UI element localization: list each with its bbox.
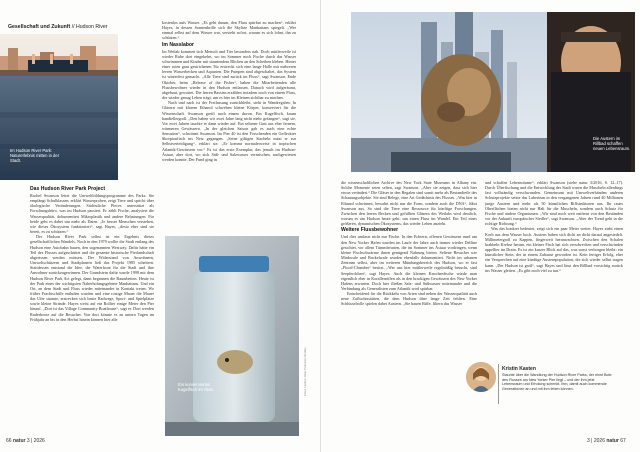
paragraph: Im Wetlab kommen sich Mensch und Tier besonders nah. Doch mittlerweile ist wieder Ruhe dort eingekehrt, wo im Sommer noch Fische durch das Wasser schwimmen und Kinder mit staunendem Blicken an den Scheiben kleben. Hinter einer roten grau gestrichenen Tür erstreckt sich eine lange Halle mit mehreren leeren Wasserbecken und Aquarien. Die Pumpen sind abgeschaltet, das System ist winterfest gemacht. „Alle Tiere sind zurück im Fluss“, sagt Swanson. Ende Oktober, beim „Release of the Fishes“, haben die Mitarbeitenden alle Flussbewohner wieder in den Hudson entlassen. Danach wird aufgeräumt, abgebaut, gewartet. Die leeren Bassins erzählen trotzdem noch von einem Fluss, der wieder genug Leben trägt, um es hier im Kleinen sichtbar zu machen. (162, 48, 296, 101)
paragraph: kostenlos aufs Wasser. „Es geht darum, den Fluss spürbar zu machen“, erklärt Hayes, in dessen Sonnenbrille sich die Skyline Manhattans spiegelt. „Wer einmal selbst auf dem Wasser war, versteht sofort, warum es sich lohnt, ihn zu schützen.“ (162, 20, 296, 41)
oyster-photo-caption: Die Austern im Rillbad schaffen neuen Lebensraum. (593, 136, 631, 151)
author-name: Kristin Kasten (502, 366, 536, 372)
paragraph: die wissenschaftlichen Archive des New York State Museums in Albany ein. Solche Momente seien selten, sagt Swanson. „Aber sie zeigen, dass sich hier etwas verändert.“ Die Gläser in den Regalen sind somit mehr als Bestandteile des Schauungsobjekte. Sie sind Belege, eine Art Gedächtnis des Flusses. „Was hier in Ethanol schwimmt, bewahrt nicht nur die Form, sondern auch die DNA“, führt Swanson aus. So sind die Tiere eine Ressource für künftige Forschungen. Zwischen den leeren Becken und gefüllten Gläsern des Wetlabs wird deutlich, worum es am Hudson heute geht: um einen Fluss im Wandel. Ein Teil eines größeren, dynamischen Ökosystems, das wieder Leben anzieht. (341, 180, 477, 227)
author-box (464, 358, 624, 418)
paragraph: Der Hudson River Park selbst ist ein Ergebnis dieses gesellschaftlichen Wandels. Noch in den 1970 wollte die Stadt entlang des Hudson eine Autobahn bauen, den sogenannten Westway. Dafür hätte ein Teil des Flusses aufgeschüttet und die gesamte historische Pierlandschaft abgerissen werden müssen. Der Widerstand von Anwohnern, Umweltschützern und Stadtplanern ließ das Projekt 1985 scheitern. Stattdessen entstand die Idee, die Waterfront für die Stadt und ihre Anwohner zurückzugewinnen. Der Grundstein dafür wurde 1998 mit dem Hudson River Park Act gelegt, dann begannen die Bauarbeiten. Heute ist der Park eines der wichtigsten Naherholungsgebiete Manhattans. Und ein Ort, an dem Stadt und Fluss wieder miteinander in Kontakt treten. Wo früher Frachtschiffe entluden wurden und eine rostige Mauer die Mauer das Ufer säumte, erstrecken sich heute Radwege, Sport- und Spielplätze sowie kleine Strände. Hayes weist auf ein Rollter einige Meter den Pier hinauf. „Dort ist das Village Community Boathouse“, sagt er. Dort werden Ruderboote auf die Besucher. Von dort könnte es zu untern Tagen im Frühjahr an bis in den Herbst hinein können hier alle (30, 234, 154, 322)
author-bio: Staunte über die Wandlung der Hudson River Parks, der einst Bote des Flusses am New Yorker Pier liegt – und der ihm jetzt Lebensraum und Erholung schenkt. Ihm, damit auch kommende Generationen an und mit ihm leben können. (502, 373, 612, 391)
right-column-2 (485, 180, 623, 358)
author-portrait (466, 362, 496, 392)
park-photo-caption: Im Hudson River Park: Naturerlebnis mitten in der Stadt. (10, 148, 60, 163)
left-column-2 (162, 20, 296, 230)
paragraph: und schaffen Lebensräume“, erklärt Swanson (siehe natur 3/2016, S. 12–17). Durch Überfischung und die Entwicklung der Stadt waren die Muscheln allerdings fast vollständig verschwunden. Gemeinsam mit Umweltverbänden anderen Schutzprojekte setzte das Labertean in den vergangenen Jahren rund 40 Millionen junge Austern und mehr als 50 künstlichen Riffstrukturen aus. Ihr raues Oberflächen bieten nicht nur Halt für die Muscheln, sondern auch Schutz für Fische und andere Organismen. „Wir sind noch weit entfernt von den Beständen vor der Ankunft europäischer Siedler“, sagt Swanson. „Aber der Trend geht in die richtige Richtung.“ (485, 180, 623, 227)
magazine-name: natur (12, 438, 26, 444)
issue: 3 | 2026 (26, 438, 45, 444)
photo-credit: Fotos: Hudson River Park/Lisa Woolley (303, 347, 307, 396)
section-label (8, 24, 107, 30)
section-title: Gesellschaft und Zukunft (8, 24, 71, 30)
paragraph: Nach und nach ist der Freilassung zurückbleibt, steht in Wandregalen: In Gläsern mit klarem Ethanol schweben kleine Körper, konserviert für die Wissenschaft. Swanson greift nach einem davon. Ein Kugelfisch, kaum handtellergroß. „Den haben wir zwei Jahre lang nicht mehr gefangen“, sagt sie. Vor zwei Jahren tauchte er dann wieder auf. Ein seltener Gast aus eher fernem, wärmeren Gewässern. „In der gleichen Saison gab es auch eine echte Sensation“, schwärmt Swanson. Im Pier 40 ist den Forschenden ein Gefleckter Skorpionfisch ins Netz gegangen. „Seine giftigen Stacheln nutzt er zur Selbstverteidigung“, erklärt sie. „Er kommt normalerweise in tropischen Atlantik-Gewässern vor.“ Es ist das erste Exemplar, das jemals im Hudson-Ästuar, aber dort, wo sich Süß- und Salzwasser vermischen, nachgewiesen werden konnte. Der Fund ging in (162, 100, 296, 162)
magazine-name: natur (606, 438, 619, 444)
right-column-1 (341, 180, 477, 434)
author-divider (498, 364, 499, 404)
paragraph: Entscheidend für die Rückkehr von Arten sind neben der Wasserqualität auch neue Zufluchtsstätten, die dem Hudson über lange Zeit fehlten. Eine Schlüsselrolle spielen dabei Austern. „Sie bauen Riffe, filtern das Wasser (341, 291, 477, 307)
page-number: 66 (6, 438, 12, 444)
paragraph: Und dies umfasst nicht nur Fische. In den Echtern, offenen Gewässern rund um den New Yorker Hafen wurden im Laufe der Jahre auch immer wieder Delfine gesichtet, vor allem Tümmlerarten, die im Sommer ins Ästuar vordringen, wenn kleine Fischschwärme ihnen genügend Nahrung bieten. Seltene Besucher wie Minkwale und Buckelwale wurden ebenfalls dokumentiert. Nicht im urbanen Zentrum selbst, aber im weiteren Mündungsbereich des Hudson, wo er fast „Flood-Chamber“ besitzt. „Wer uns hier mittlerweile regelmäßig besucht, sind Seepferdchen“, sagt Hayes. Auch die kleinen Knochenfische würde man eigentlich eher in Korallenriffen als in den brackigen Gewässern des New Yorker Hafens erwarten. Doch hier fließen Salz- und Süßwasser miteinander und die Verbindung als Generalisten zum Atlantik wird spürbar. (341, 234, 477, 291)
section-separator: // (70, 24, 77, 30)
section-subtitle: Hudson River (76, 24, 108, 30)
left-column-1 (30, 185, 154, 431)
heading-nasslabor: Im Nasslabor (162, 41, 194, 48)
folio-right (587, 438, 626, 444)
heading-flussbewohner: Weitere Flussbewohner (341, 227, 399, 234)
heading-park-project: Das Hudson River Park Project (30, 186, 106, 192)
folio-left (6, 438, 45, 444)
page-number: 67 (620, 438, 626, 444)
paragraph: Was das konkret bedeutet, zeigt sich ein paar Meter weiter. Hayes zieht einen Korb aus dem Wasser hoch. Austern haben sich dicht an dicht darauf angesiedelt. Millimetergroß zu Kappen, fingerweit heranwachsen. Zwischen den Schalen krabbeln Krebse herum, ein kleiner Fisch hat sich verschrecken und verschwinden appellier im Drain. Es ist ein kurzer Blick auf das, was sonst verborgen bleibt: ein künstlicher Stein, der in einem Zuhause geworden ist. Kein fertiger Erfolg, eher ein Versprechen auf eine künftige Austernpopulation, die sich wieder selbst tragen kann. „Der Hudson ist groß“, sagt Hayes und lässt den Rillbad vorsichtig zurück ins Wasser gleiten. „Es gibt noch viel zu tun.“ (485, 226, 623, 273)
issue: 3 | 2026 (587, 438, 605, 444)
bottle-photo (165, 236, 299, 436)
bottle-photo-caption: Ein konserviertes Kugelfisch im Glas. (178, 382, 214, 392)
paragraph: Rachel Swanson leitet die Umweltbildungsprogramme des Parks. Sie empfängt Schulklassen, erklärt Wasserproben, zeigt Tiere und spricht über ökologische Veränderungen. Südöstliche Pieces unterstützt als Forschungsbüro, was im Hudson passiert: Er zählt Fische, analysiert die Wasserqualität, dokumentiert Mikroplastik und andere Belastungen. Für beide geht es dabei um mehr als Daten. „Je besser Menschen verstehen, wie dieses Ökosystem funktioniert“, sagt Hayes, „desto eher sind sie bereit, es zu schützen.“ (30, 193, 154, 235)
